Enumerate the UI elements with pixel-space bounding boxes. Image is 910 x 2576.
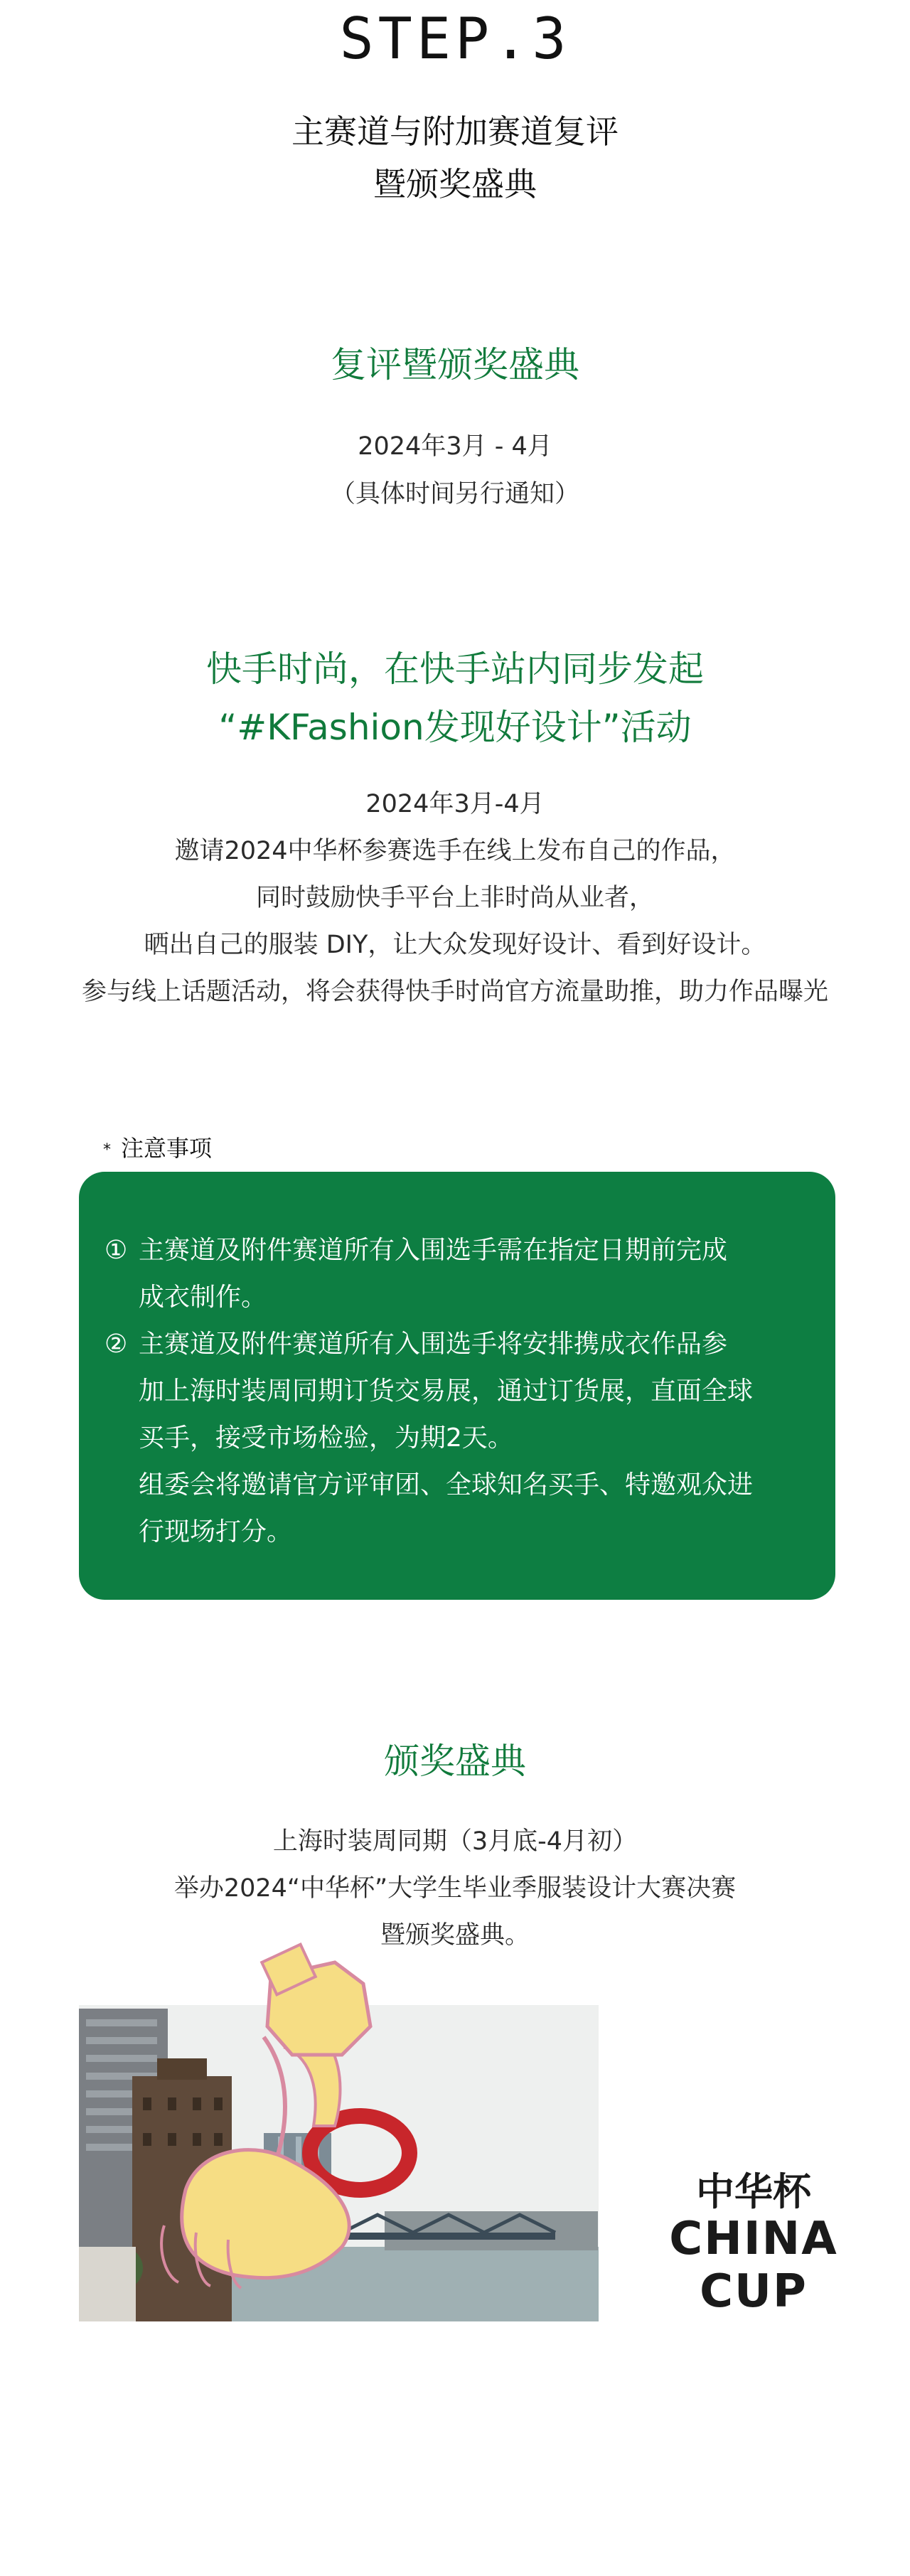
notice-item-2-line3: 买手，接受市场检验，为期2天。 [139, 1423, 513, 1453]
review-date: 2024年3月 - 4月 [358, 432, 552, 461]
kuaishou-line4: 参与线上话题活动，将会获得快手时尚官方流量助推，助力作品曝光 [81, 978, 828, 1006]
logo-en-line2: CUP [700, 2265, 808, 2318]
step-subtitle-line2: 暨颁奖盛典 [373, 165, 537, 203]
circled-two-icon: ② [105, 1330, 128, 1359]
china-cup-logo [661, 2161, 846, 2325]
step-subtitle-line1: 主赛道与附加赛道复评 [291, 112, 619, 151]
step-title: STEP.3 [339, 6, 571, 72]
kuaishou-date: 2024年3月-4月 [365, 790, 545, 818]
kuaishou-line2: 同时鼓励快手平台上非时尚从业者， [255, 884, 654, 912]
kuaishou-heading-line1: 快手时尚，在快手站内同步发起 [206, 648, 704, 690]
notice-item-2-line5: 行现场打分。 [139, 1517, 293, 1546]
notice-item-1-line2: 成衣制作。 [139, 1283, 267, 1312]
kuaishou-heading-line2: “#KFashion发现好设计”活动 [218, 707, 692, 748]
circled-one-icon: ① [105, 1236, 128, 1265]
notice-item-2-line2: 加上海时装周同期订货交易展，通过订货展，直面全球 [139, 1377, 754, 1406]
star-icon: * [103, 1140, 111, 1159]
kuaishou-line3: 晒出自己的服装 DIY，让大众发现好设计、看到好设计。 [144, 931, 766, 959]
ceremony-line2: 举办2024“中华杯”大学生毕业季服装设计大赛决赛 [173, 1874, 737, 1903]
ceremony-heading: 颁奖盛典 [384, 1741, 526, 1782]
ceremony-line1: 上海时装周同期（3月底-4月初） [272, 1827, 638, 1856]
ceremony-line3: 暨颁奖盛典。 [380, 1921, 530, 1950]
kuaishou-line1: 邀请2024中华杯参赛选手在线上发布自己的作品， [174, 837, 736, 865]
notice-label-text: 注意事项 [121, 1135, 213, 1162]
notice-item-2-line1: 主赛道及附件赛道所有入围选手将安排携成衣作品参 [139, 1330, 728, 1359]
notice-item-2-line4: 组委会将邀请官方评审团、全球知名买手、特邀观众进 [139, 1470, 754, 1500]
notice-item-1 [105, 1227, 796, 1274]
notice-item-1-line1: 主赛道及附件赛道所有入围选手需在指定日期前完成 [139, 1236, 728, 1265]
city-collage-image [79, 1913, 605, 2325]
review-note: （具体时间另行通知） [330, 480, 579, 508]
notice-label [103, 1131, 212, 1163]
logo-en-line1: CHINA [669, 2213, 838, 2265]
notice-item-2 [105, 1321, 796, 1368]
logo-cn-text: 中华杯 [696, 2169, 811, 2214]
notice-box [79, 1172, 835, 1600]
review-heading: 复评暨颁奖盛典 [331, 344, 579, 385]
